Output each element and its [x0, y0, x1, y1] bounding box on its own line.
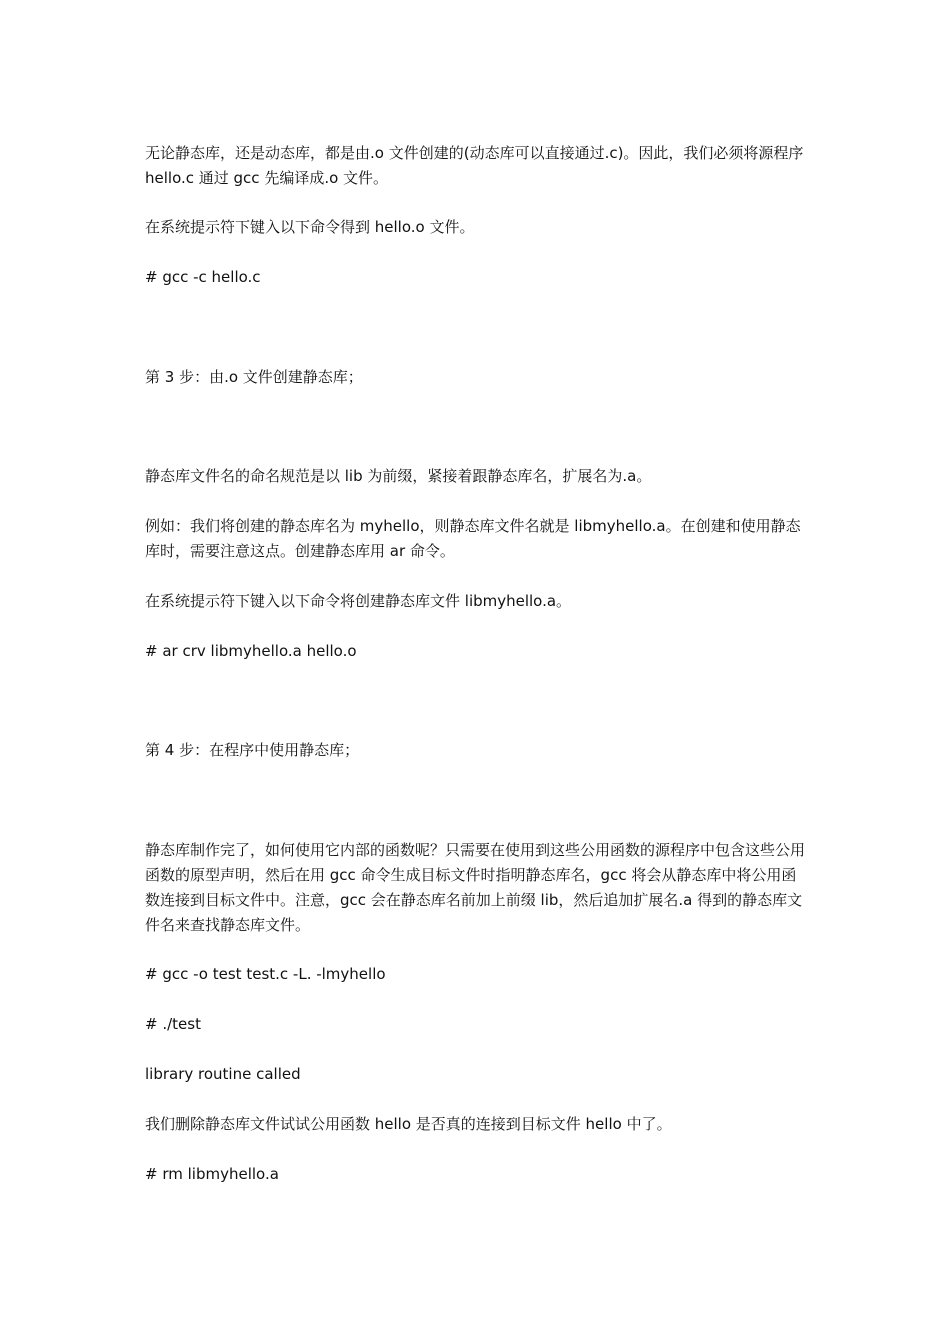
command-run-test: # ./test	[145, 1015, 201, 1033]
paragraph-usage: 静态库制作完了，如何使用它内部的函数呢？只需要在使用到这些公用函数的源程序中包含这些公用函数的原型声明，然后在用 gcc 命令生成目标文件时指明静态库名，gcc 将会从静态库中将公用函数连接到目标文件中。注意，gcc 会在静态库名前加上前缀 lib，然后追加扩展名.a 得到的静态库文件名来查找静态库文件。	[145, 841, 806, 934]
paragraph-naming-convention: 静态库文件名的命名规范是以 lib 为前缀，紧接着跟静态库名，扩展名为.a。	[145, 467, 652, 485]
paragraph-create-instruction: 在系统提示符下键入以下命令将创建静态库文件 libmyhello.a。	[145, 592, 572, 610]
heading-step-4: 第 4 步：在程序中使用静态库；	[145, 741, 360, 759]
paragraph-compile-instruction: 在系统提示符下键入以下命令得到 hello.o 文件。	[145, 218, 475, 236]
paragraph-delete-test: 我们删除静态库文件试试公用函数 hello 是否真的连接到目标文件 hello 中了。	[145, 1115, 672, 1133]
heading-step-3: 第 3 步：由.o 文件创建静态库；	[145, 368, 363, 386]
program-output: library routine called	[145, 1065, 301, 1083]
command-gcc-link: # gcc -o test test.c -L. -lmyhello	[145, 965, 386, 983]
paragraph-example: 例如：我们将创建的静态库名为 myhello，则静态库文件名就是 libmyhello.a。在创建和使用静态库时，需要注意这点。创建静态库用 ar 命令。	[145, 517, 801, 560]
command-rm-library: # rm libmyhello.a	[145, 1165, 279, 1183]
command-gcc-compile: # gcc -c hello.c	[145, 268, 261, 286]
paragraph-intro: 无论静态库，还是动态库，都是由.o 文件创建的(动态库可以直接通过.c)。因此，我们必须将源程序 hello.c 通过 gcc 先编译成.o 文件。	[145, 144, 804, 187]
command-ar-create: # ar crv libmyhello.a hello.o	[145, 642, 357, 660]
